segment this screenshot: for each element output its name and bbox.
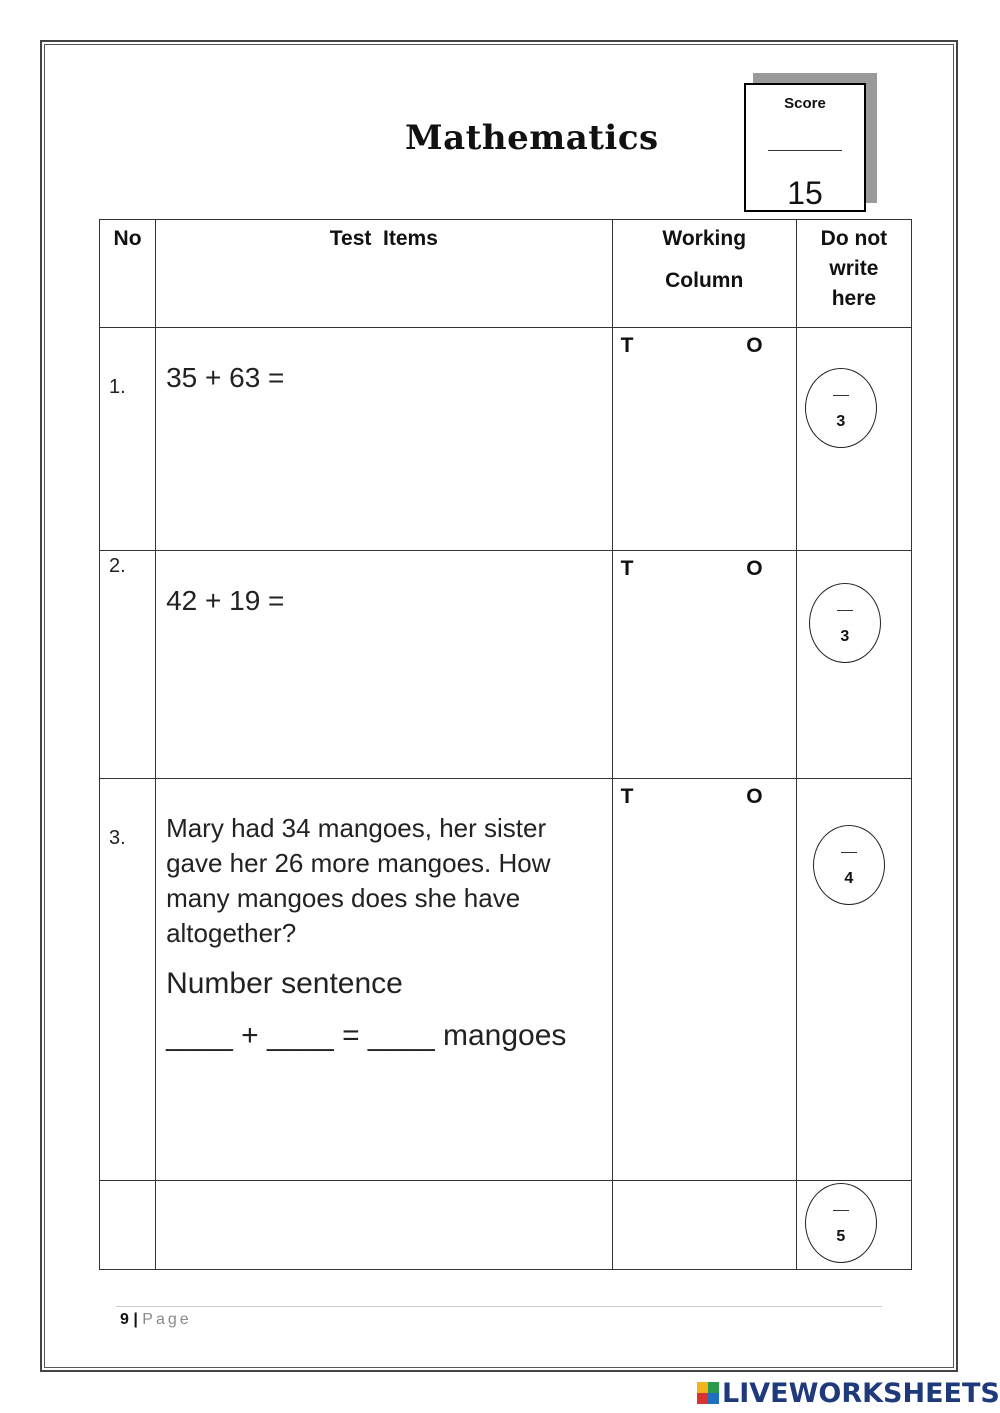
- tens-ones-labels: T O: [620, 557, 763, 580]
- row-number-cell: [100, 551, 156, 779]
- score-box: [744, 83, 866, 212]
- mark-circle: [805, 368, 877, 448]
- logo-square: [697, 1393, 708, 1404]
- header-test-items: Test Items: [156, 220, 613, 328]
- mark-value: 4: [844, 870, 854, 887]
- brand-name: LIVEWORKSHEETS: [722, 1377, 1000, 1409]
- page-separator: |: [133, 1311, 138, 1328]
- working-cell[interactable]: [612, 1181, 796, 1270]
- logo-square: [708, 1382, 719, 1393]
- mark-value: 3: [836, 413, 846, 430]
- footer-divider: [116, 1306, 882, 1307]
- mark-circle: [813, 825, 885, 905]
- score-answer-line[interactable]: [768, 150, 842, 151]
- word-problem-text: Mary had 34 mangoes, her sister gave her 26 more mangoes. How many mangoes does she have altogether?: [166, 813, 551, 948]
- liveworksheets-brand[interactable]: [697, 1376, 1000, 1410]
- mark-value: 3: [840, 628, 850, 645]
- header-do-not-write: Do not write here: [796, 220, 911, 328]
- mark-cell: [796, 779, 911, 1181]
- question-text: 42 + 19 =: [166, 585, 285, 616]
- question-cell: [156, 328, 613, 551]
- row-number: 2.: [109, 555, 126, 577]
- mark-cell: [796, 328, 911, 551]
- header-no: No: [100, 220, 156, 328]
- liveworksheets-logo-icon: [697, 1382, 719, 1404]
- page-title: Mathematics: [405, 118, 659, 158]
- table-row: [100, 1181, 912, 1270]
- header-working-column: Working Column: [612, 220, 796, 328]
- question-cell: [156, 551, 613, 779]
- table-row: [100, 328, 912, 551]
- working-cell[interactable]: [612, 551, 796, 779]
- score-total: 15: [787, 175, 823, 211]
- page-footer: [120, 1311, 192, 1329]
- table-row: [100, 551, 912, 779]
- mark-circle: [805, 1183, 877, 1263]
- test-table: [99, 219, 912, 1270]
- table-header-row: [100, 220, 912, 328]
- working-cell[interactable]: [612, 328, 796, 551]
- page-word: Page: [142, 1311, 192, 1328]
- row-number-cell: [100, 328, 156, 551]
- mark-cell: [796, 1181, 911, 1270]
- question-cell: [156, 1181, 613, 1270]
- tens-ones-labels: T O: [620, 334, 763, 357]
- working-cell[interactable]: [612, 779, 796, 1181]
- question-text: 35 + 63 =: [166, 362, 285, 393]
- question-cell: [156, 779, 613, 1181]
- row-number-cell: [100, 1181, 156, 1270]
- number-sentence-label: Number sentence: [166, 967, 403, 1000]
- row-number-cell: [100, 779, 156, 1181]
- logo-square: [697, 1382, 708, 1393]
- row-number: 3.: [109, 827, 126, 849]
- mark-circle: [809, 583, 881, 663]
- row-number: 1.: [109, 376, 126, 398]
- score-label: Score: [784, 95, 826, 112]
- mark-cell: [796, 551, 911, 779]
- page-number: 9: [120, 1311, 129, 1328]
- number-sentence-blanks[interactable]: ____ + ____ = ____ mangoes: [166, 1019, 567, 1052]
- mark-value: 5: [836, 1228, 846, 1245]
- table-row: [100, 779, 912, 1181]
- logo-square: [708, 1393, 719, 1404]
- tens-ones-labels: T O: [620, 785, 763, 808]
